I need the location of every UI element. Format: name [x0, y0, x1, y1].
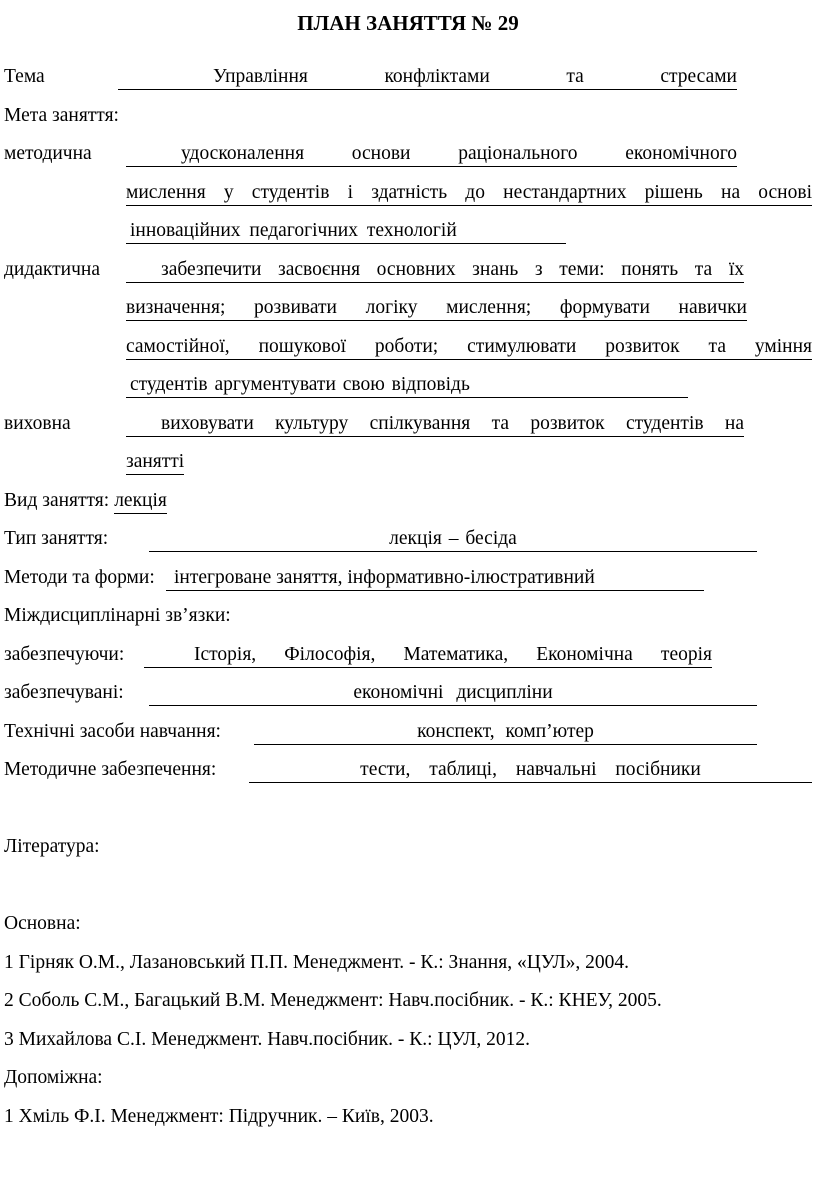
literature-item-text: ​ 3 Михайлова С.І. Менеджмент. Навч.посібник. - К.: ЦУЛ, 2012.: [4, 1028, 530, 1050]
dydaktychna-label: ​ дидактична: [4, 258, 101, 280]
field-vykhovna-cont: [4, 443, 812, 482]
typ-label: ​ Тип заняття:: [4, 528, 109, 549]
field-typ: [4, 520, 812, 559]
typ-value: лекція – бесіда: [149, 527, 757, 552]
dopomizhna-heading-label: ​ Допоміжна:: [4, 1067, 103, 1088]
page-title: ПЛАН ЗАНЯТТЯ № 29: [297, 11, 519, 35]
tema-value: Управління конфліктами та стресами: [118, 65, 737, 90]
spacer: [4, 867, 812, 906]
metodychna-line1: удосконалення основи раціонального економічного: [126, 142, 737, 167]
field-meta-heading: [4, 97, 812, 136]
field-tekhnichni: [4, 713, 812, 752]
vykhovna-line2: ​ занятті: [126, 450, 184, 475]
osnovna-heading-label: ​ Основна:: [4, 913, 81, 934]
field-dydaktychna-cont: [4, 289, 812, 328]
literature-heading: [4, 828, 812, 867]
literature-item: [4, 982, 812, 1021]
literature-item: [4, 944, 812, 983]
field-dydaktychna-cont: [4, 328, 812, 367]
metody-label: ​ Методи та форми:: [4, 566, 155, 588]
field-dydaktychna: [4, 251, 812, 290]
zabezpechuvani-label: ​ забезпечувані:: [4, 682, 124, 703]
field-mizh-heading: [4, 597, 812, 636]
field-dydaktychna-cont: [4, 366, 812, 405]
field-metodychna-cont: [4, 212, 812, 251]
dydaktychna-line1: забезпечити засвоєння основних знань з теми: понять та їх: [126, 258, 744, 283]
literature-item: [4, 1098, 812, 1137]
tekhnichni-value: конспект, комп’ютер: [254, 720, 757, 745]
vykhovna-label: ​ виховна: [4, 412, 71, 434]
literature-item: [4, 1021, 812, 1060]
metodychna-line3: ​ інноваційних педагогічних технологій: [126, 219, 566, 244]
mizh-label: ​ Міждисциплінарні зв’язки:: [4, 605, 231, 626]
field-vyd: [4, 482, 812, 521]
literature-heading-label: ​ Література:: [4, 836, 100, 857]
field-zabezpechuvani: [4, 674, 812, 713]
tema-label: ​ Тема: [4, 66, 45, 87]
vyd-value: лекція: [114, 489, 167, 514]
field-vykhovna: [4, 405, 812, 444]
literature-item-text: ​ 1 Гірняк О.М., Лазановський П.П. Менеджмент. - К.: Знання, «ЦУЛ», 2004.: [4, 951, 630, 973]
metodychna-line2: ​ мислення у студентів і здатність до нестандартних рішень на основі: [126, 181, 812, 206]
zabezpechuvani-value: економічні дисципліни: [149, 681, 757, 706]
dydaktychna-line2: ​ визначення; розвивати логіку мислення; формувати навички: [126, 296, 747, 321]
spacer: [4, 790, 812, 829]
field-zabezpechuyuchy: [4, 636, 812, 675]
zabezpechuyuchy-label: ​ забезпечуючи:: [4, 643, 125, 665]
metodychne-value: тести, таблиці, навчальні посібники: [249, 758, 812, 783]
metodychne-label: ​ Методичне забезпечення:: [4, 759, 217, 780]
literature-item-text: ​ 2 Соболь С.М., Багацький В.М. Менеджмент: Навч.посібник. - К.: КНЕУ, 2005.: [4, 990, 662, 1011]
field-metodychna: [4, 135, 812, 174]
meta-label: ​ Мета заняття:: [4, 104, 119, 126]
zabezpechuyuchy-value: Історія, Філософія, Математика, Економічна теорія: [144, 643, 712, 668]
literature-item-text: ​ 1 Хміль Ф.І. Менеджмент: Підручник. – Київ, 2003.: [4, 1105, 434, 1127]
metodychna-label: ​ методична: [4, 143, 92, 164]
vykhovna-line1: виховувати культуру спілкування та розвиток студентів на: [126, 412, 744, 437]
vyd-label: ​ Вид заняття:: [4, 489, 110, 511]
field-metodychna-cont: [4, 174, 812, 213]
field-metodychne: [4, 751, 812, 790]
field-metody: [4, 559, 812, 598]
metody-value: інтегроване заняття, інформативно-ілюстративний: [166, 566, 704, 591]
osnovna-heading: [4, 905, 812, 944]
dydaktychna-line4: ​ студентів аргументувати свою відповідь: [126, 373, 688, 398]
dopomizhna-heading: [4, 1059, 812, 1098]
field-tema: [4, 58, 812, 97]
dydaktychna-line3: ​ самостійної, пошукової роботи; стимулювати розвиток та уміння: [126, 335, 812, 360]
tekhnichni-label: ​ Технічні засоби навчання:: [4, 720, 221, 742]
